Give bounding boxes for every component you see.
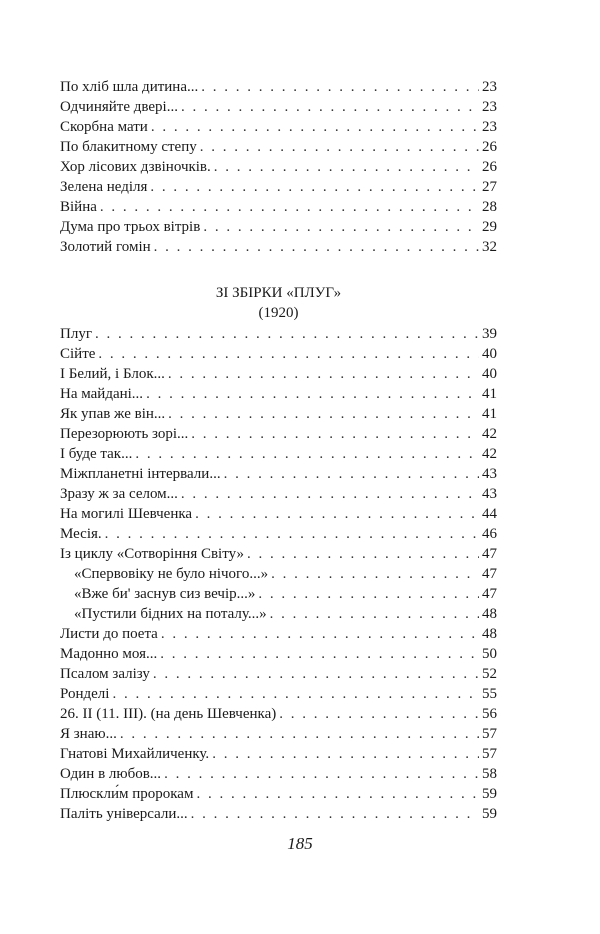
- toc-entry: [60, 644, 497, 664]
- toc-entry-title: Золотий гомін: [60, 239, 151, 255]
- toc-entry-title: По хліб шла дитина...: [60, 79, 199, 95]
- dot-leader: [146, 384, 479, 404]
- toc-entry-title: Зелена неділя: [60, 179, 148, 195]
- toc-section-block: [60, 324, 497, 824]
- toc-section-list: [60, 324, 497, 824]
- toc-entry: [60, 704, 497, 724]
- toc-entry-page: 48: [482, 606, 497, 622]
- toc-entry: [60, 544, 497, 564]
- toc-entry-page: 42: [482, 426, 497, 442]
- toc-entry-title: 26. II (11. III). (на день Шевченка): [60, 706, 277, 722]
- dot-leader: [100, 197, 479, 217]
- dot-leader: [153, 664, 479, 684]
- toc-entry-title: «Спервовіку не було нічого...»: [74, 566, 269, 582]
- toc-entry: [60, 404, 497, 424]
- toc-entry-page: 57: [482, 746, 497, 762]
- toc-entry: [60, 744, 497, 764]
- toc-sub-entry: [60, 564, 497, 584]
- dot-leader: [95, 324, 479, 344]
- toc-entry: [60, 784, 497, 804]
- toc-entry: [60, 624, 497, 644]
- toc-entry: [60, 424, 497, 444]
- toc-entry: [60, 464, 497, 484]
- toc-entry-page: 47: [482, 586, 497, 602]
- page-number: 185: [287, 834, 313, 853]
- dot-leader: [105, 524, 479, 544]
- dot-leader: [203, 217, 479, 237]
- toc-entry-page: 48: [482, 626, 497, 642]
- dot-leader: [195, 504, 479, 524]
- toc-entry-page: 59: [482, 786, 497, 802]
- toc-entry-page: 57: [482, 726, 497, 742]
- dot-leader: [196, 784, 479, 804]
- toc-entry-page: 52: [482, 666, 497, 682]
- toc-entry-title: Ронделі: [60, 686, 110, 702]
- toc-entry-page: 50: [482, 646, 497, 662]
- toc-entry-title: Скорбна мати: [60, 119, 148, 135]
- toc-entry-title: По блакитному степу: [60, 139, 197, 155]
- toc-entry-title: Міжпланетні інтервали...: [60, 466, 221, 482]
- toc-entry-page: 32: [482, 239, 497, 255]
- dot-leader: [98, 344, 479, 364]
- toc-entry-page: 55: [482, 686, 497, 702]
- toc-entry: [60, 484, 497, 504]
- dot-leader: [150, 177, 479, 197]
- toc-entry-title: Гнатові Михайличенку.: [60, 746, 210, 762]
- toc-entry: [60, 117, 497, 137]
- toc-entry-page: 56: [482, 706, 497, 722]
- toc-entry: [60, 324, 497, 344]
- toc-entry-page: 43: [482, 486, 497, 502]
- section-year: (1920): [258, 305, 299, 321]
- toc-entry-page: 59: [482, 806, 497, 822]
- toc-entry: [60, 684, 497, 704]
- toc-entry: [60, 77, 497, 97]
- toc-entry: [60, 444, 497, 464]
- dot-leader: [270, 604, 479, 624]
- toc-entry: [60, 177, 497, 197]
- dot-leader: [271, 564, 479, 584]
- toc-entry-title: Мадонно моя...: [60, 646, 158, 662]
- section-title: ЗІ ЗБІРКИ «ПЛУГ»: [215, 285, 342, 301]
- toc-sub-entry: [60, 604, 497, 624]
- dot-leader: [120, 724, 479, 744]
- toc-entry-page: 42: [482, 446, 497, 462]
- toc-top-block: [60, 77, 497, 257]
- toc-entry-title: Плуг: [60, 326, 92, 342]
- dot-leader: [181, 97, 479, 117]
- toc-entry-page: 40: [482, 366, 497, 382]
- toc-entry-title: Як упав же він...: [60, 406, 166, 422]
- toc-entry: [60, 504, 497, 524]
- toc-entry: [60, 524, 497, 544]
- toc-entry: [60, 217, 497, 237]
- toc-entry-page: 23: [482, 79, 497, 95]
- toc-entry-title: На могилі Шевченка: [60, 506, 193, 522]
- toc-sub-entry: [60, 584, 497, 604]
- toc-entry-title: І Белий, і Блок...: [60, 366, 165, 382]
- toc-entry-page: 41: [482, 386, 497, 402]
- toc-entry-page: 26: [482, 139, 497, 155]
- toc-entry-page: 43: [482, 466, 497, 482]
- toc-entry: [60, 137, 497, 157]
- toc-entry-page: 23: [482, 119, 497, 135]
- toc-entry-title: Хор лісових дзвіночків.: [60, 159, 211, 175]
- toc-entry-page: 47: [482, 566, 497, 582]
- toc-entry: [60, 804, 497, 824]
- dot-leader: [191, 804, 479, 824]
- toc-entry-title: Я знаю...: [60, 726, 117, 742]
- toc-entry-page: 41: [482, 406, 497, 422]
- toc-entry: [60, 237, 497, 257]
- dot-leader: [168, 404, 479, 424]
- dot-leader: [112, 684, 479, 704]
- dot-leader: [181, 484, 479, 504]
- toc-entry-title: Месія.: [60, 526, 102, 542]
- toc-entry-title: Зразу ж за селом...: [60, 486, 178, 502]
- dot-leader: [201, 77, 479, 97]
- dot-leader: [161, 624, 479, 644]
- toc-entry-page: 29: [482, 219, 497, 235]
- toc-entry-title: На майдані...: [60, 386, 144, 402]
- toc-entry: [60, 384, 497, 404]
- toc-entry: [60, 364, 497, 384]
- dot-leader: [191, 424, 479, 444]
- dot-leader: [214, 157, 479, 177]
- toc-entry: [60, 344, 497, 364]
- toc-entry-title: Сійте: [60, 346, 96, 362]
- toc-entry-page: 58: [482, 766, 497, 782]
- toc-entry-page: 44: [482, 506, 497, 522]
- toc-entry: [60, 664, 497, 684]
- toc-entry: [60, 97, 497, 117]
- toc-entry-page: 26: [482, 159, 497, 175]
- toc-top-list: [60, 77, 497, 257]
- toc-entry-title: Листи до поета: [60, 626, 158, 642]
- toc-entry-title: Псалом залізу: [60, 666, 150, 682]
- toc-entry-page: 39: [482, 326, 497, 342]
- dot-leader: [212, 744, 479, 764]
- dot-leader: [224, 464, 479, 484]
- dot-leader: [200, 137, 479, 157]
- dot-leader: [160, 644, 479, 664]
- toc-entry: [60, 157, 497, 177]
- dot-leader: [258, 584, 479, 604]
- toc-entry-title: І буде так...: [60, 446, 133, 462]
- toc-entry-title: Перезорюють зорі...: [60, 426, 189, 442]
- toc-entry-page: 27: [482, 179, 497, 195]
- toc-entry: [60, 764, 497, 784]
- toc-entry-title: Паліть універсали...: [60, 806, 188, 822]
- toc-entry-page: 23: [482, 99, 497, 115]
- toc-entry-title: Дума про трьох вітрів: [60, 219, 201, 235]
- toc-entry-title: Одчиняйте двері...: [60, 99, 178, 115]
- toc-entry-page: 40: [482, 346, 497, 362]
- toc-entry-title: «Пустили бідних на поталу...»: [74, 606, 267, 622]
- dot-leader: [135, 444, 479, 464]
- dot-leader: [164, 764, 479, 784]
- toc-entry-title: Війна: [60, 199, 97, 215]
- dot-leader: [151, 117, 479, 137]
- dot-leader: [168, 364, 479, 384]
- toc-entry-page: 28: [482, 199, 497, 215]
- toc-entry: [60, 197, 497, 217]
- toc-entry-title: Із циклу «Сотворіння Світу»: [60, 546, 244, 562]
- dot-leader: [279, 704, 479, 724]
- toc-entry: [60, 724, 497, 744]
- toc-entry-title: Один в любов...: [60, 766, 162, 782]
- toc-entry-title: «Вже би' заснув сиз вечір...»: [74, 586, 256, 602]
- toc-entry-title: Плюскли́м пророкам: [60, 786, 194, 802]
- toc-entry-page: 47: [482, 546, 497, 562]
- dot-leader: [154, 237, 479, 257]
- toc-entry-page: 46: [482, 526, 497, 542]
- dot-leader: [247, 544, 479, 564]
